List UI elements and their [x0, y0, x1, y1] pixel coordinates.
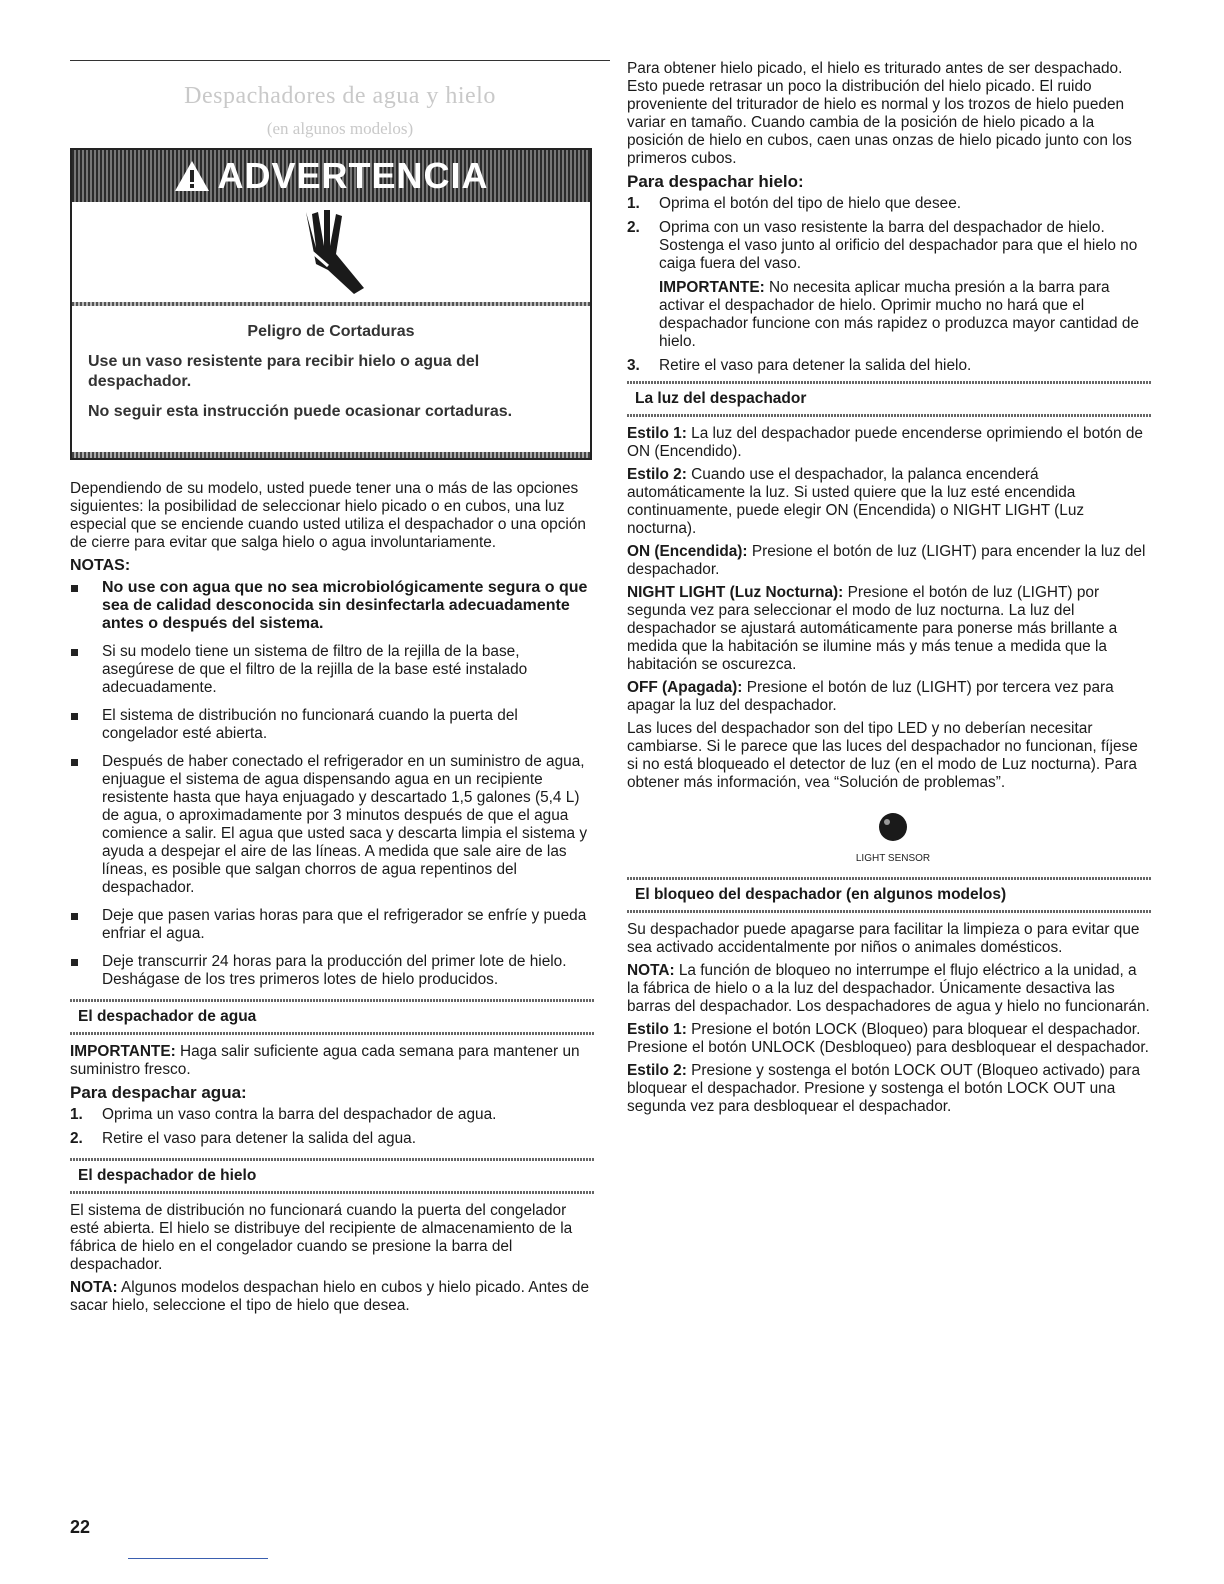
- water-important-text: Haga salir suficiente agua cada semana para mantener un suministro fresco.: [70, 1043, 580, 1078]
- lock-title: El bloqueo del despachador (en algunos modelos): [635, 886, 1007, 903]
- water-dispenser-title: El despachador de agua: [78, 1008, 257, 1025]
- water-subheading: Para despachar agua:: [70, 1083, 247, 1102]
- list-item: Después de haber conectado el refrigerador en un suministro de agua, enjuague el sistema de agua dispensando agua en un recipiente resistente hasta que haya enjuagado y descartado 1,5 galones (5,4 L) de agua, o aproximadamente por 3 minutos después de que el agua comience a salir. El agua que usted saca y descarta limpia el sistema y ayuda a despejar el aire de las líneas. A medida que sale aire de las líneas, es posible que salgan chorros de agua repentinos del despachador.: [70, 753, 595, 897]
- light-off: [627, 679, 1152, 715]
- lock-style-2-text: Presione y sostenga el botón LOCK OUT (Bloqueo activado) para bloquear el despachador. Presione y sostenga el botón LOCK OUT una segunda vez para desbloquear el despachador.: [627, 1062, 1141, 1115]
- step-number: 3.: [627, 357, 640, 374]
- ice-nota-label: NOTA:: [70, 1279, 118, 1296]
- light-sensor-label: LIGHT SENSOR: [855, 853, 931, 864]
- ice-subheading: Para despachar hielo:: [627, 172, 804, 191]
- light-text: Presione el botón de luz (LIGHT) por segunda vez para seleccionar el modo de luz nocturna. La luz del despachador se ajustará automáticamente para ponerse más brillante a medida que la habitación se ilumine más y más tenue a medida que la habitación se oscurezca.: [627, 584, 1118, 673]
- step-text: Retire el vaso para detener la salida del hielo.: [659, 357, 972, 374]
- list-item: [70, 1106, 595, 1124]
- section-rule: [627, 414, 1152, 417]
- light-title: La luz del despachador: [635, 390, 807, 407]
- page-number: 22: [70, 1517, 91, 1537]
- section-rule: [627, 910, 1152, 913]
- ice-dispenser-title: El despachador de hielo: [78, 1167, 257, 1184]
- light-text: Cuando use el despachador, la palanca encenderá automáticamente la luz. Si usted quiere que la luz esté encendida continuamente, puede elegir ON (Encendida) o NIGHT LIGHT (Luz nocturna).: [627, 466, 1085, 537]
- light-label: NIGHT LIGHT (Luz Nocturna):: [627, 584, 844, 601]
- notes-list: [70, 579, 595, 989]
- ice-steps: [627, 195, 1152, 375]
- warning-header-text: ADVERTENCIA: [217, 155, 489, 196]
- list-item: [627, 195, 1152, 213]
- step-number: 2.: [627, 219, 640, 236]
- list-item: [627, 219, 1152, 351]
- list-item: [70, 1130, 595, 1148]
- water-important-label: IMPORTANTE:: [70, 1043, 176, 1060]
- light-style-1: [627, 425, 1152, 461]
- light-on: [627, 543, 1152, 579]
- step-number: 1.: [70, 1106, 83, 1123]
- lock-style-1: [627, 1021, 1152, 1057]
- right-column: [627, 0, 1152, 1121]
- ice-paragraph-2: Para obtener hielo picado, el hielo es triturado antes de ser despachado. Esto puede retrasar un poco la distribución del hielo picado. El ruido proveniente del triturador de hielo es normal y los trozos de hielo pueden variar en tamaño. Cuando cambia de la posición de hielo picado a la posición de hielo en cubos, caen unas onzas de hielo picado junto con los primeros cubos.: [627, 60, 1132, 167]
- step-number: 1.: [627, 195, 640, 212]
- section-rule: [70, 1191, 595, 1194]
- light-sensor-icon: [853, 803, 933, 873]
- light-text: Presione el botón de luz (LIGHT) por tercera vez para apagar la luz del despachador.: [627, 679, 1114, 714]
- lock-style-2: [627, 1062, 1152, 1116]
- ice-paragraph-1: El sistema de distribución no funcionará cuando la puerta del congelador esté abierta. El hielo se distribuye del recipiente de almacenamiento de la fábrica de hielo en el congelador cuando se presione la barra del despachador.: [70, 1202, 573, 1273]
- water-steps: [70, 1106, 595, 1148]
- light-label: Estilo 1:: [627, 425, 687, 442]
- left-column: [70, 0, 595, 1320]
- footer-rule: [128, 1558, 268, 1559]
- warning-heading: Peligro de Cortaduras: [247, 323, 415, 340]
- step-text: Oprima un vaso contra la barra del despachador de agua.: [102, 1106, 497, 1123]
- list-item: [627, 357, 1152, 375]
- lock-nota-label: NOTA:: [627, 962, 675, 979]
- section-title-sub: (en algunos modelos): [266, 119, 414, 138]
- warning-line-1: Use un vaso resistente para recibir hielo o agua del despachador.: [88, 353, 480, 390]
- light-text: Presione el botón de luz (LIGHT) para encender la luz del despachador.: [627, 543, 1146, 578]
- ice-nota: [70, 1279, 595, 1315]
- step-text: Retire el vaso para detener la salida del agua.: [102, 1130, 416, 1147]
- light-led-paragraph: Las luces del despachador son del tipo LED y no deberían necesitar cambiarse. Si le parece que las luces del despachador no funcionan, fíjese si no está bloqueado el detector de luz (en el modo de Luz nocturna). Para obtener más información, vea “Solución de problemas”.: [627, 720, 1138, 791]
- step-number: 2.: [70, 1130, 83, 1147]
- list-item: Si su modelo tiene un sistema de filtro de la rejilla de la base, asegúrese de que el filtro de la rejilla de la base esté instalado adecuadamente.: [70, 643, 595, 697]
- ice-nota-text: Algunos modelos despachan hielo en cubos y hielo picado. Antes de sacar hielo, seleccione el tipo de hielo que desea.: [70, 1279, 590, 1314]
- step-text: Oprima el botón del tipo de hielo que desee.: [659, 195, 962, 212]
- lock-paragraph-1: Su despachador puede apagarse para facilitar la limpieza o para evitar que sea activado accidentalmente por niños o animales domésticos.: [627, 921, 1140, 956]
- list-item: Deje transcurrir 24 horas para la producción del primer lote de hielo. Deshágase de los tres primeros lotes de hielo producidos.: [70, 953, 595, 989]
- ice-important-text: No necesita aplicar mucha presión a la barra para activar el despachador de hielo. Oprimir mucho no hará que el despachador funcione con más rapidez o produzca mayor cantidad de hielo.: [659, 279, 1139, 350]
- section-rule: [70, 1032, 595, 1035]
- list-item: El sistema de distribución no funcionará cuando la puerta del congelador esté abierta.: [70, 707, 595, 743]
- light-sensor-figure: [627, 797, 1152, 877]
- list-item: Deje que pasen varias horas para que el refrigerador se enfríe y pueda enfriar el agua.: [70, 907, 595, 943]
- step-text: Oprima con un vaso resistente la barra del despachador de hielo. Sostenga el vaso junto al orificio del despachador para que el hielo no caiga fuera del vaso.: [659, 219, 1138, 272]
- lock-nota-text: La función de bloqueo no interrumpe el flujo eléctrico a la unidad, a la fábrica de hielo o a la luz del despachador. Únicamente desactiva las barras del despachador. Los despachadores de agua y hielo no funcionarán.: [627, 962, 1150, 1015]
- light-text: La luz del despachador puede encenderse oprimiendo el botón de ON (Encendido).: [627, 425, 1143, 460]
- light-label: OFF (Apagada):: [627, 679, 743, 696]
- lock-style-1-label: Estilo 1:: [627, 1021, 687, 1038]
- light-style-2: [627, 466, 1152, 538]
- light-night: [627, 584, 1152, 674]
- list-item: No use con agua que no sea microbiológicamente segura o que sea de calidad desconocida sin desinfectarla adecuadamente antes o después del sistema.: [70, 579, 595, 633]
- notes-heading: NOTAS:: [70, 557, 131, 574]
- water-important: [70, 1043, 595, 1079]
- light-label: Estilo 2:: [627, 466, 687, 483]
- lock-style-1-text: Presione el botón LOCK (Bloqueo) para bloquear el despachador. Presione el botón UNLOCK (Desbloqueo) para desbloquear el despachador.: [627, 1021, 1149, 1056]
- ice-important-label: IMPORTANTE:: [659, 279, 765, 296]
- section-title-main: Despachadores de agua y hielo: [184, 83, 496, 109]
- light-label: ON (Encendida):: [627, 543, 748, 560]
- warning-line-2: No seguir esta instrucción puede ocasionar cortaduras.: [88, 403, 513, 420]
- lock-nota: [627, 962, 1152, 1016]
- intro-paragraph: Dependiendo de su modelo, usted puede tener una o más de las opciones siguientes: la posibilidad de seleccionar hielo picado o en cubos, una luz especial que se enciende cuando usted utiliza el despachador o una opción de cierre para evitar que salga hielo o agua involuntariamente.: [70, 480, 586, 551]
- lock-style-2-label: Estilo 2:: [627, 1062, 687, 1079]
- ice-important: [659, 279, 1152, 351]
